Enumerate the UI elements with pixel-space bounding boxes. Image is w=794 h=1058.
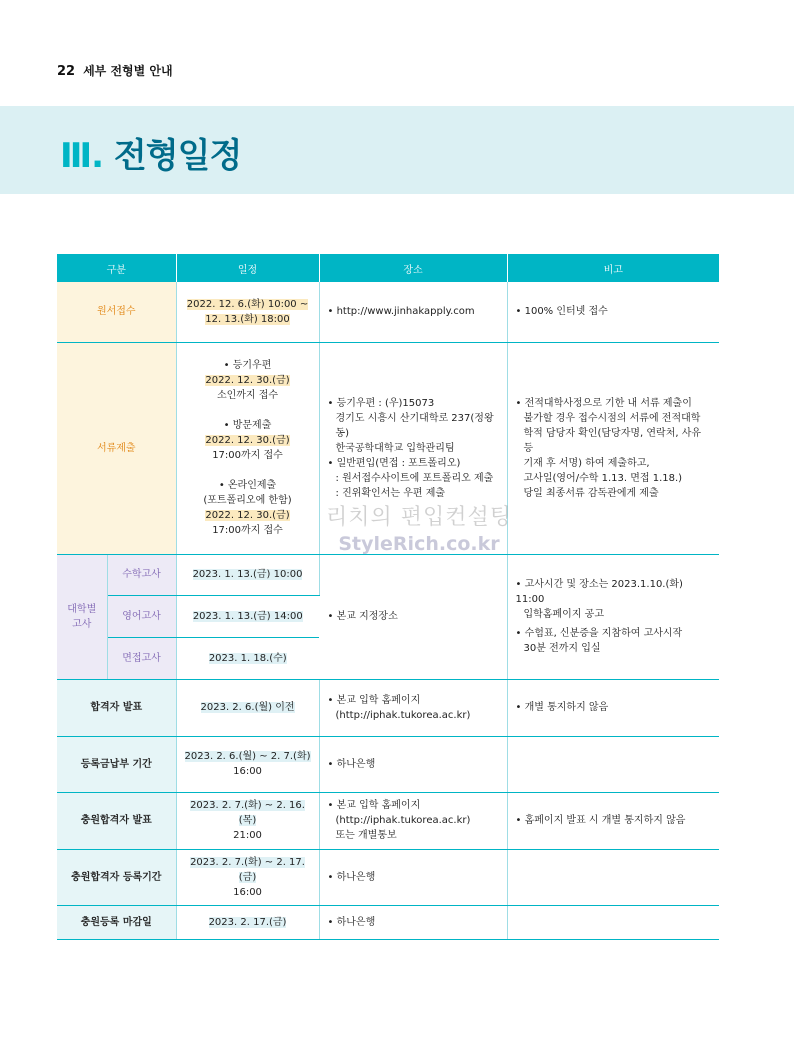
place-cell (319, 905, 507, 939)
row-label: 합격자 발표 (57, 679, 176, 736)
date-text: 2023. 2. 6.(월) 이전 (200, 702, 295, 713)
note-cell (507, 554, 719, 679)
place-text: • 본교 입학 홈페이지 (328, 693, 499, 708)
note-text: 당일 최종서류 감독관에게 제출 (523, 487, 659, 499)
note-text: • 전적대학사정으로 기한 내 서류 제출이 (516, 396, 712, 411)
date-cell (176, 595, 319, 637)
group-label-text: 대학별 (67, 603, 97, 615)
row-label: 충원등록 마감일 (57, 905, 176, 939)
date-cell (176, 736, 319, 792)
table-row (57, 792, 719, 849)
note-cell (507, 679, 719, 736)
note-cell (507, 849, 719, 905)
chapter-numeral: Ⅲ. (60, 136, 104, 176)
chapter-title: 전형일정 (113, 136, 242, 176)
place-cell (319, 282, 507, 342)
page-title (60, 128, 241, 177)
date-text: 2023. 1. 13.(금) 10:00 (192, 569, 303, 580)
note-text: • 100% 인터넷 접수 (516, 306, 608, 317)
schedule-title: • 온라인제출 (185, 478, 311, 493)
table-row (57, 849, 719, 905)
date-text: 2022. 12. 30.(금) (205, 510, 290, 521)
watermark-line-1: 리치의 편입컨설팅 (326, 505, 513, 530)
schedule-subtitle: (포트폴리오에 한함) (203, 495, 292, 506)
watermark-line-2: StyleRich.co.kr (338, 533, 500, 555)
date-text: 2023. 2. 7.(화) ~ 2. 17.(금) (190, 856, 305, 883)
date-cell (176, 905, 319, 939)
place-text: • 하나은행 (328, 759, 376, 770)
table-row (57, 554, 719, 595)
place-cell (319, 554, 507, 679)
note-text: • 고사시간 및 장소는 2023.1.10.(화) 11:00 (516, 577, 712, 607)
schedule-detail: 소인까지 접수 (216, 390, 279, 401)
note-text: • 개별 통지하지 않음 (516, 702, 609, 713)
place-cell (319, 342, 507, 554)
date-cell (176, 849, 319, 905)
row-label: 면접고사 (107, 637, 176, 679)
table-row (57, 905, 719, 939)
note-cell (507, 905, 719, 939)
row-label: 수학고사 (107, 554, 176, 595)
date-text: 2023. 2. 6.(월) ~ 2. 7.(화) (184, 751, 311, 762)
date-cell (176, 282, 319, 342)
row-label: 등록금납부 기간 (57, 736, 176, 792)
date-text: 2022. 12. 30.(금) (205, 435, 290, 446)
row-label: 충원합격자 발표 (57, 792, 176, 849)
row-label: 영어고사 (107, 595, 176, 637)
column-header: 장소 (319, 254, 507, 282)
date-text: 16:00 (233, 886, 262, 898)
table-row (57, 342, 719, 554)
place-text: • http://www.jinhakapply.com (328, 306, 475, 317)
note-text: 학적 담당자 확인(담당자명, 연락처, 사유 등 (523, 427, 702, 454)
place-text: • 본교 입학 홈페이지 (328, 798, 499, 813)
date-text: 2022. 12. 30.(금) (205, 375, 290, 386)
note-cell (507, 282, 719, 342)
date-cell (176, 637, 319, 679)
note-cell (507, 342, 719, 554)
row-label: 서류제출 (57, 342, 176, 554)
date-cell (176, 679, 319, 736)
place-text: 한국공학대학교 입학관리팀 (335, 442, 455, 454)
note-text: 기재 후 서명) 하여 제출하고, (523, 457, 650, 469)
note-text: 고사일(영어/수학 1.13. 면접 1.18.) (523, 472, 683, 484)
schedule-detail: 17:00까지 접수 (212, 450, 283, 461)
row-label: 원서접수 (57, 282, 176, 342)
place-text: : 진위확인서는 우편 제출 (335, 487, 446, 499)
note-cell (507, 736, 719, 792)
column-header: 비고 (507, 254, 719, 282)
title-banner (0, 106, 794, 194)
table-header-row (57, 254, 719, 282)
group-label (57, 554, 107, 679)
date-cell (176, 554, 319, 595)
note-text: • 수험표, 신분증을 지참하여 고사시작 (516, 626, 712, 641)
place-text: • 일반편입(면접 : 포트폴리오) (328, 456, 499, 471)
schedule-title: • 방문제출 (185, 418, 311, 433)
date-text: 2023. 1. 13.(금) 14:00 (192, 610, 303, 622)
note-text: • 홈페이지 발표 시 개별 통지하지 않음 (516, 815, 686, 826)
schedule-title: • 등기우편 (185, 358, 311, 373)
note-text: 입학홈페이지 공고 (523, 609, 604, 620)
date-text: 21:00 (233, 830, 262, 841)
place-text: • 하나은행 (328, 917, 376, 928)
schedule-table (57, 254, 719, 940)
date-text: 2022. 12. 6.(화) 10:00 ~ (186, 298, 309, 310)
place-text: • 본교 지정장소 (328, 611, 398, 622)
row-label: 충원합격자 등록기간 (57, 849, 176, 905)
place-text: 또는 개별통보 (335, 830, 397, 841)
page-header (57, 62, 173, 79)
date-text: 2023. 2. 17.(금) (208, 916, 287, 928)
place-text: (http://iphak.tukorea.ac.kr) (335, 709, 471, 721)
note-text: 30분 전까지 입실 (523, 643, 601, 654)
place-cell (319, 849, 507, 905)
table-row (57, 736, 719, 792)
date-text: 2023. 2. 7.(화) ~ 2. 16.(목) (190, 800, 305, 826)
section-title: 세부 전형별 안내 (83, 64, 173, 78)
date-text: 16:00 (233, 766, 262, 777)
date-text: 12. 13.(화) 18:00 (205, 313, 290, 325)
note-text: 불가할 경우 접수시점의 서류에 전적대학 (523, 412, 701, 424)
place-text: (http://iphak.tukorea.ac.kr) (335, 815, 471, 826)
table-row (57, 282, 719, 342)
table-row (57, 679, 719, 736)
place-cell (319, 792, 507, 849)
place-text: • 하나은행 (328, 872, 376, 883)
place-cell (319, 736, 507, 792)
place-cell (319, 679, 507, 736)
date-cell (176, 342, 319, 554)
column-header: 구분 (57, 254, 176, 282)
place-text: : 원서접수사이트에 포트폴리오 제출 (335, 472, 494, 484)
date-text: 2023. 1. 18.(수) (208, 652, 287, 664)
note-cell (507, 792, 719, 849)
date-cell (176, 792, 319, 849)
schedule-detail: 17:00까지 접수 (212, 525, 283, 536)
place-text: 경기도 시흥시 산기대학로 237(정왕동) (335, 412, 494, 439)
column-header: 일정 (176, 254, 319, 282)
place-text: • 등기우편 : (우)15073 (328, 396, 499, 411)
group-label-text: 고사 (72, 618, 92, 630)
page-number: 22 (57, 64, 76, 79)
